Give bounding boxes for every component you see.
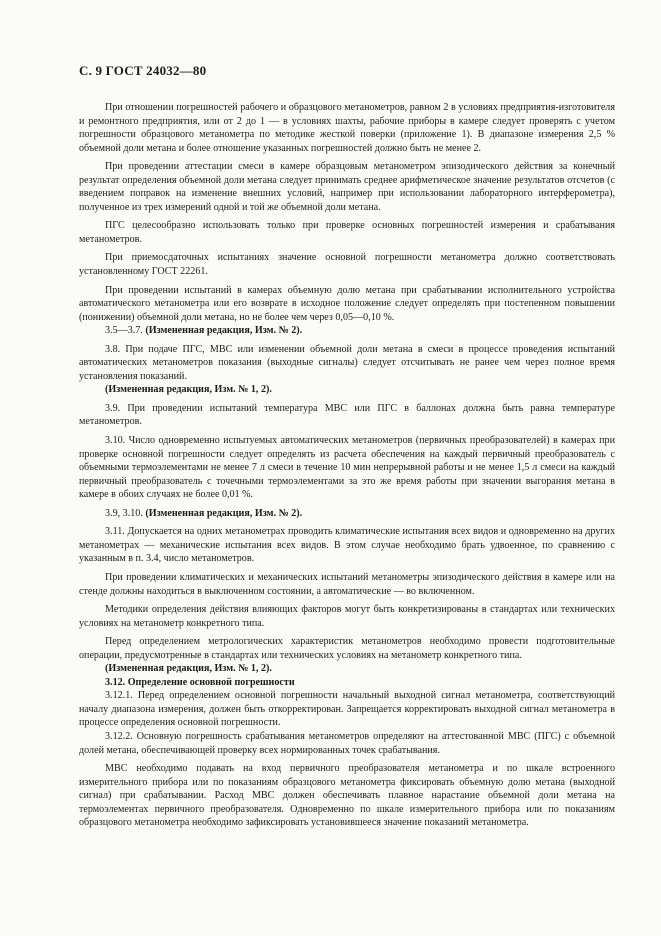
paragraph-text: 3.8. При подаче ПГС, МВС или изменении объемной доли метана в смеси в процессе проведения испытаний автоматических метанометров показания (выходные сигналы) следует отсчитывать не ранее чем через полное время установления показаний. [79, 343, 615, 382]
bold-text: (Измененная редакция, Изм. № 1, 2). [105, 384, 272, 396]
paragraph-text: Методики определения действия влияющих факторов могут быть конкретизированы в стандартах или технических условиях на метанометр конкретного типа. [79, 604, 615, 629]
amendment-note [79, 662, 615, 676]
paragraph [79, 525, 615, 566]
section-heading [79, 676, 615, 690]
paragraph [79, 324, 615, 338]
paragraph-text: Перед определением метрологических характеристик метанометров необходимо провести подготовительные операции, предусмотренные в стандартах или технических условиях на метанометр конкретного типа. [79, 636, 615, 661]
paragraph [79, 402, 615, 429]
paragraph [79, 284, 615, 325]
paragraph-text: 3.12.1. Перед определением основной погрешности начальный выходной сигнал метанометра, соответствующий началу диапазона измерения, должен быть откорректирован. Запрещается корректировать выходной сигнал метанометра в процессе определения основной погрешности. [79, 690, 615, 729]
bold-text: 3.12. Определение основной погрешности [105, 676, 295, 688]
paragraph [79, 434, 615, 502]
paragraph-text: При проведении климатических и механических испытаний метанометры эпизодического действия в камере или на стенде должны находиться в выключенном состоянии, а автоматические — во включенном. [79, 571, 615, 597]
bold-text: (Измененная редакция, Изм. № 2). [145, 507, 303, 519]
document-body [79, 96, 615, 830]
paragraph-text: 3.10. Число одновременно испытуемых автоматических метанометров (первичных преобразователей) в камерах при проверке основной погрешности следует определять из расчета обеспечения на каждый первичный преобразователь с объемными термоэлементами не менее 7 л смеси в течение 10 мин непрерывной работы и не менее 1,5 л смеси на каждый первичный преобразователь с точечными термоэлементами за это же время работы при значении выгорания метана в камере в обоих случаях не более 0,01 %. [79, 435, 615, 501]
paragraph-text: 3.9, 3.10. [105, 507, 146, 519]
paragraph-text: При приемосдаточных испытаниях значение основной погрешности метанометра должно соответствовать установленному ГОСТ 22261. [79, 252, 615, 278]
paragraph-text: 3.5—3.7. [105, 325, 146, 337]
paragraph-text: При проведении аттестации смеси в камере образцовым метанометром эпизодического действия за конечный результат определения объемной доли метана следует принимать среднее арифметическое значение результатов отсчетов (с введением поправок на изменение внешних условий, например при использовании лабораторного интерферометра), полученное из трех измерений одной и той же объемной доли метана. [79, 161, 615, 213]
paragraph [79, 635, 615, 662]
bold-text: (Измененная редакция, Изм. № 1, 2). [105, 663, 272, 675]
paragraph [79, 571, 615, 598]
paragraph [79, 101, 615, 155]
paragraph-text: ПГС целесообразно использовать только при проверке основных погрешностей измерения и срабатывания метанометров. [79, 220, 615, 245]
paragraph [79, 762, 615, 830]
paragraph-text: 3.12.2. Основную погрешность срабатывания метанометров определяют на аттестованной МВС (ПГС) с объемной долей метана, обеспечивающей проверку всех нормированных точек срабатывания. [79, 730, 615, 756]
paragraph [79, 343, 615, 384]
paragraph [79, 507, 615, 521]
paragraph-text: При проведении испытаний в камерах объемную долю метана при срабатывании исполнительного устройства автоматического метанометра или его возврате в исходное положение следует определять при постепенном повышении (понижении) объемной доли метана, но не более чем через 0,05—0,10 %. [79, 284, 615, 323]
paragraph [79, 160, 615, 214]
paragraph [79, 251, 615, 278]
amendment-note [79, 383, 615, 397]
paragraph-text: При отношении погрешностей рабочего и образцового метанометров, равном 2 в условиях предприятия-изготовителя и ремонтного предприятия, или от 2 до 1 — в условиях шахты, рабочие приборы в камере следует проверять с учетом погрешности образцового метанометра по методике жесткой поверки (приложение 1). В диапазоне измерения 2,5 % объемной доли метана и более отношение указанных погрешностей должно быть не менее 2. [79, 102, 615, 154]
paragraph-text: 3.11. Допускается на одних метанометрах проводить климатические испытания всех видов и одновременно на других метанометрах — механические испытания всех видов. В этом случае необходимо брать удвоенное, по сравнению с указанным в п. 3.4, число метанометров. [79, 526, 615, 565]
paragraph [79, 219, 615, 246]
bold-text: (Измененная редакция, Изм. № 2). [145, 325, 303, 337]
paragraph [79, 603, 615, 630]
paragraph [79, 689, 615, 730]
page-header: С. 9 ГОСТ 24032—80 [79, 63, 207, 78]
paragraph [79, 730, 615, 757]
paragraph-text: 3.9. При проведении испытаний температура МВС или ПГС в баллонах должна быть равна температуре метанометров. [79, 402, 615, 428]
paragraph-text: МВС необходимо подавать на вход первичного преобразователя метанометра и по шкале встроенного измерительного прибора или по показаниям образцового метанометра фиксировать объемную долю метана (выходной сигнал) при срабатывании. Расход МВС должен обеспечивать плавное нарастание объемной доли метана на термоэлементах первичного преобразователя. Одновременно по шкале измерительного прибора или по показаниям образцового метанометра необходимо зафиксировать установившееся значение показаний метанометра. [79, 763, 615, 829]
